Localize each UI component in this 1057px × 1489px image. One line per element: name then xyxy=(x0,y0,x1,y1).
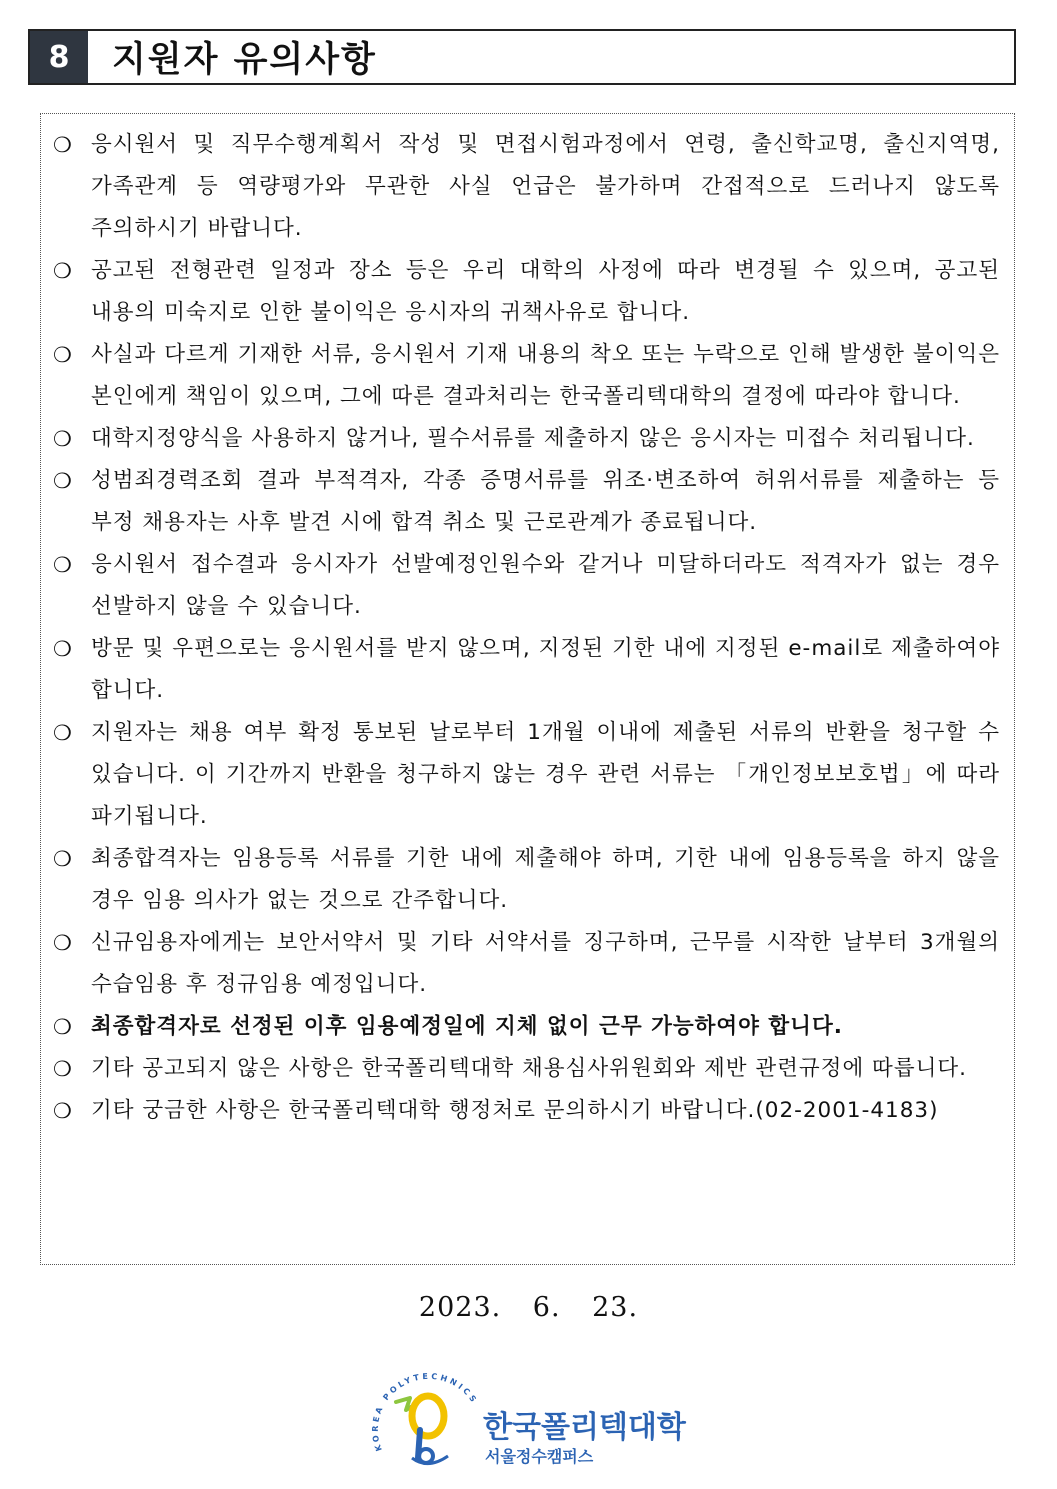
bullet-circle-icon: ❍ xyxy=(53,721,73,745)
notice-item xyxy=(53,712,1000,838)
bullet-circle-icon: ❍ xyxy=(53,469,73,493)
notice-item xyxy=(53,124,1000,250)
notice-text: 응시원서 및 직무수행계획서 작성 및 면접시험과정에서 연령, 출신학교명, 출신지역명, 가족관계 등 역량평가와 무관한 사실 언급은 불가하며 간접적으로 드러나지 않도록 주의하시기 바랍니다. xyxy=(91,132,1000,241)
section-number: 8 xyxy=(30,31,88,83)
notice-text: 성범죄경력조회 결과 부적격자, 각종 증명서류를 위조·변조하여 허위서류를 제출하는 등 부정 채용자는 사후 발견 시에 합격 취소 및 근로관계가 종료됩니다. xyxy=(91,468,1000,535)
notice-item xyxy=(53,418,1000,460)
notice-item xyxy=(53,460,1000,544)
notice-item xyxy=(53,922,1000,1006)
bullet-circle-icon: ❍ xyxy=(53,427,73,451)
bullet-circle-icon: ❍ xyxy=(53,259,73,283)
notice-item xyxy=(53,544,1000,628)
logo-campus-name: 서울정수캠퍼스 xyxy=(485,1447,594,1466)
notice-item xyxy=(53,250,1000,334)
notice-item xyxy=(53,1090,1000,1132)
notice-text: 최종합격자는 임용등록 서류를 기한 내에 제출해야 하며, 기한 내에 임용등록을 하지 않을 경우 임용 의사가 없는 것으로 간주합니다. xyxy=(91,846,1000,913)
bullet-circle-icon: ❍ xyxy=(53,343,73,367)
bullet-circle-icon: ❍ xyxy=(53,1015,73,1039)
notice-text: 방문 및 우편으로는 응시원서를 받지 않으며, 지정된 기한 내에 지정된 e-mail로 제출하여야 합니다. xyxy=(91,636,1000,703)
notice-text: 기타 공고되지 않은 사항은 한국폴리텍대학 채용심사위원회와 제반 관련규정에 따릅니다. xyxy=(91,1056,967,1081)
svg-text:KOREA POLYTECHNICS xyxy=(371,1372,480,1453)
notice-text: 기타 궁금한 사항은 한국폴리텍대학 행정처로 문의하시기 바랍니다.(02-2001-4183) xyxy=(91,1098,939,1123)
notice-text: 대학지정양식을 사용하지 않거나, 필수서류를 제출하지 않은 응시자는 미접수 처리됩니다. xyxy=(91,426,975,451)
notice-text: 사실과 다르게 기재한 서류, 응시원서 기재 내용의 착오 또는 누락으로 인해 발생한 불이익은 본인에게 책임이 있으며, 그에 따른 결과처리는 한국폴리텍대학의 결정에 따라야 합니다. xyxy=(91,342,1000,409)
document-date: 2023. 6. 23. xyxy=(418,1292,639,1323)
polytechnics-emblem-icon xyxy=(368,1358,486,1476)
university-logo xyxy=(368,1358,698,1478)
logo-university-name: 한국폴리텍대학 xyxy=(483,1410,686,1445)
section-title: 지원자 유의사항 xyxy=(88,31,1014,83)
bullet-circle-icon: ❍ xyxy=(53,133,73,157)
notice-box xyxy=(40,113,1015,1265)
notice-text: 신규임용자에게는 보안서약서 및 기타 서약서를 징구하며, 근무를 시작한 날부터 3개월의 수습임용 후 정규임용 예정입니다. xyxy=(91,930,1000,997)
bullet-circle-icon: ❍ xyxy=(53,847,73,871)
logo-arc-text: KOREA POLYTECHNICS xyxy=(370,1371,480,1453)
bullet-circle-icon: ❍ xyxy=(53,1099,73,1123)
notice-item xyxy=(53,838,1000,922)
bullet-circle-icon: ❍ xyxy=(53,637,73,661)
bullet-circle-icon: ❍ xyxy=(53,1057,73,1081)
notice-text: 공고된 전형관련 일정과 장소 등은 우리 대학의 사정에 따라 변경될 수 있으며, 공고된 내용의 미숙지로 인한 불이익은 응시자의 귀책사유로 합니다. xyxy=(91,258,1000,325)
notice-item xyxy=(53,334,1000,418)
bullet-circle-icon: ❍ xyxy=(53,931,73,955)
notice-text: 지원자는 채용 여부 확정 통보된 날로부터 1개월 이내에 제출된 서류의 반환을 청구할 수 있습니다. 이 기간까지 반환을 청구하지 않는 경우 관련 서류는 「개인정보보호법」에 따라 파기됩니다. xyxy=(91,720,1000,829)
notice-item xyxy=(53,1048,1000,1090)
notice-list xyxy=(53,124,1000,1132)
section-header xyxy=(28,29,1016,85)
notice-text: 응시원서 접수결과 응시자가 선발예정인원수와 같거나 미달하더라도 적격자가 없는 경우 선발하지 않을 수 있습니다. xyxy=(91,552,1000,619)
notice-item-emphasized xyxy=(53,1006,1000,1048)
notice-item xyxy=(53,628,1000,712)
bullet-circle-icon: ❍ xyxy=(53,553,73,577)
notice-text: 최종합격자로 선정된 이후 임용예정일에 지체 없이 근무 가능하여야 합니다. xyxy=(91,1014,843,1039)
